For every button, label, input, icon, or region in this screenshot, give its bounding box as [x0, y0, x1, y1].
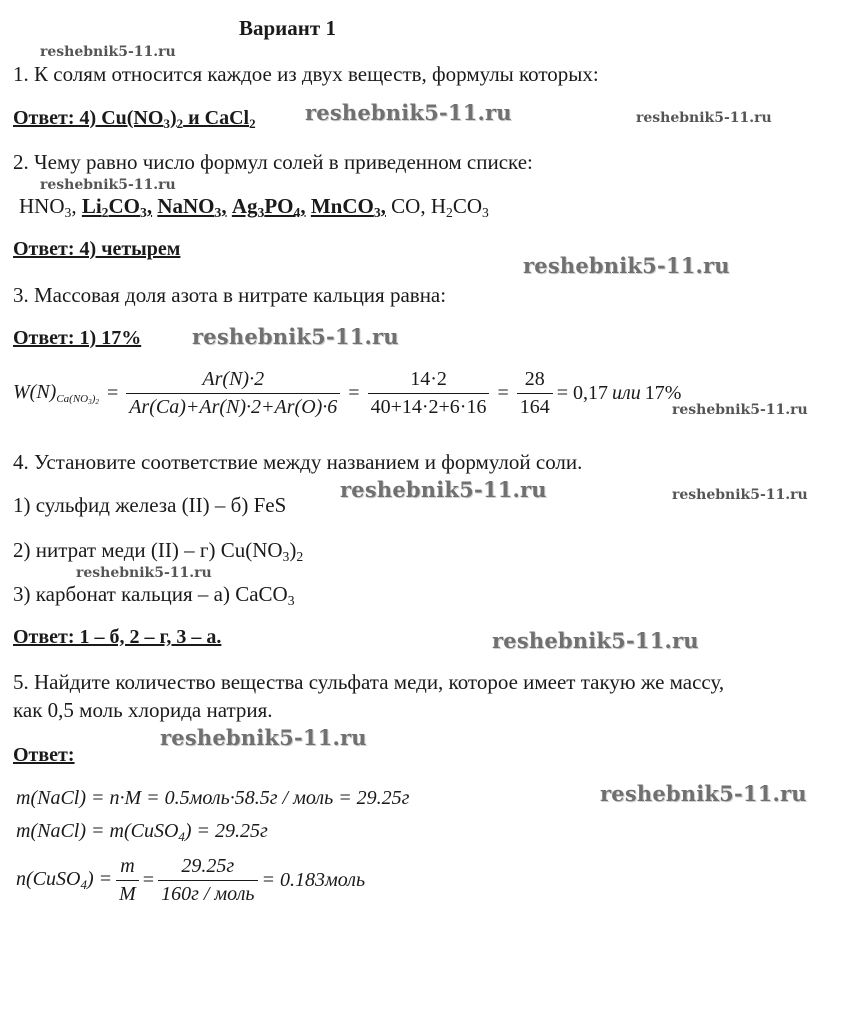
answer-2: Ответ: 4) четырем: [13, 238, 181, 260]
formula-sub: 3: [214, 205, 222, 221]
salt-formula: [157, 194, 227, 221]
salt-formula: [310, 194, 386, 221]
watermark: reshebnik5-11.ru: [192, 324, 399, 349]
formula-sub: 2: [101, 205, 109, 221]
watermark: reshebnik5-11.ru: [672, 402, 808, 418]
formula: CO: [452, 194, 483, 218]
formula: CO,: [391, 194, 426, 218]
answer-4: Ответ: 1 – б, 2 – г, 3 – а.: [13, 626, 222, 648]
watermark: reshebnik5-11.ru: [305, 100, 512, 125]
denominator: 160г / моль: [158, 880, 257, 906]
numerator: 28: [524, 368, 545, 390]
answer-1-part: и CaCl: [183, 107, 250, 129]
formula: NaNO: [157, 194, 215, 218]
watermark: reshebnik5-11.ru: [340, 477, 547, 502]
denominator: 164: [517, 393, 553, 419]
question-2: 2. Чему равно число формул солей в приведенном списке:: [13, 150, 533, 174]
question-4: 4. Установите соответствие между названием и формулой соли.: [13, 450, 583, 474]
lhs-sub: ): [91, 392, 96, 405]
denominator: Ar(Ca)+Ar(N)·2+Ar(O)·6: [126, 393, 340, 419]
equation-3: [16, 855, 365, 906]
watermark: reshebnik5-11.ru: [600, 781, 807, 806]
separator: ,: [146, 194, 153, 218]
watermark: reshebnik5-11.ru: [523, 253, 730, 278]
answer-1-part: Ответ: 4) Cu(NO: [13, 107, 164, 129]
separator: ,: [71, 194, 77, 218]
equation-2: [16, 820, 268, 845]
match-item-2: [13, 538, 303, 565]
answer-1: [13, 107, 256, 132]
denominator: 40+14·2+6·16: [368, 393, 490, 419]
formula-sub: 3: [64, 205, 72, 221]
formula-list: [19, 194, 489, 221]
match-item-text: ): [289, 538, 297, 562]
answer-5: Ответ:: [13, 744, 75, 766]
separator: ,: [300, 194, 306, 218]
answer-1-part: ): [169, 107, 177, 129]
formula-sub: 3: [140, 205, 147, 221]
equals: =: [497, 382, 509, 404]
formula-sub: 2: [296, 549, 304, 565]
equation-1: m(NaCl) = n·M = 0.5моль·58.5г / моль = 29.25г: [16, 787, 410, 809]
watermark: reshebnik5-11.ru: [40, 44, 176, 60]
separator: ,: [221, 194, 227, 218]
equation-part: m(NaCl) = m(CuSO: [16, 820, 179, 842]
answer-1-sub: 3: [163, 115, 170, 131]
match-item-1: 1) сульфид железа (II) – б) FeS: [13, 493, 287, 517]
separator: ,: [380, 194, 386, 218]
watermark: reshebnik5-11.ru: [492, 628, 699, 653]
watermark: reshebnik5-11.ru: [76, 565, 212, 581]
formula: Ag: [231, 194, 258, 218]
formula-sub: 4: [178, 828, 185, 844]
watermark: reshebnik5-11.ru: [636, 110, 772, 126]
formula-sub: 3: [287, 593, 295, 609]
formula: Li: [81, 194, 102, 218]
formula-sub: 3: [373, 205, 381, 221]
answer-1-sub: 2: [176, 115, 184, 131]
result: = 0,17: [556, 382, 609, 404]
formula: H: [430, 194, 447, 218]
formula: HNO: [19, 194, 65, 218]
lhs-symbol: W(N): [13, 381, 57, 404]
formula: [430, 194, 489, 221]
fraction: [517, 368, 553, 419]
numerator: 14·2: [410, 368, 447, 390]
fraction: [116, 855, 139, 906]
lhs-sub: 2: [95, 397, 99, 406]
equals: =: [142, 869, 155, 891]
match-item-3: [13, 582, 295, 609]
watermark: reshebnik5-11.ru: [672, 487, 808, 503]
equation-part: n(CuSO: [16, 868, 81, 891]
numerator: 29.25г: [181, 855, 235, 877]
question-3: 3. Массовая доля азота в нитрате кальция равна:: [13, 283, 447, 307]
answer-1-sub: 2: [249, 115, 256, 131]
numerator: Ar(N)·2: [202, 368, 265, 390]
formula: PO: [264, 194, 294, 218]
result: = 0.183моль: [261, 869, 366, 891]
denominator: M: [116, 880, 139, 906]
numerator: m: [120, 855, 135, 877]
salt-formula: [81, 194, 153, 221]
lhs-sub: Ca(NO: [56, 392, 89, 405]
formula-sub: 3: [282, 549, 290, 565]
formula: CO: [108, 194, 140, 218]
lhs-sub: 3: [88, 397, 92, 406]
formula-mass-fraction: [13, 368, 681, 419]
watermark: reshebnik5-11.ru: [160, 725, 367, 750]
formula-sub: 3: [257, 205, 265, 221]
equation-part: [16, 868, 112, 893]
formula-sub: 2: [446, 205, 453, 221]
question-5-line-1: 5. Найдите количество вещества сульфата меди, которое имеет такую же массу,: [13, 670, 725, 694]
equals: =: [348, 382, 360, 404]
lhs: [13, 381, 99, 405]
answer-3: Ответ: 1) 17%: [13, 327, 142, 349]
fraction: [368, 368, 490, 419]
result-percent: 17%: [644, 382, 682, 404]
equals: =: [106, 382, 119, 404]
equation-part: ) = 29.25г: [184, 820, 268, 842]
question-1: 1. К солям относится каждое из двух веществ, формулы которых:: [13, 62, 599, 86]
formula-sub: 4: [80, 876, 87, 892]
watermark: reshebnik5-11.ru: [40, 177, 176, 193]
match-item-text: 3) карбонат кальция – а) CaCO: [13, 582, 288, 606]
page-title: Вариант 1: [239, 16, 336, 40]
salt-formula: [231, 194, 306, 221]
or-word: или: [612, 382, 641, 404]
question-5-line-2: как 0,5 моль хлорида натрия.: [13, 698, 273, 722]
formula: MnCO: [310, 194, 374, 218]
equation-part: ) =: [86, 868, 113, 891]
formula-sub: 4: [293, 205, 301, 221]
formula-sub: 3: [482, 205, 489, 221]
match-item-text: 2) нитрат меди (II) – г) Cu(NO: [13, 538, 283, 562]
fraction: [126, 368, 340, 419]
fraction: [158, 855, 257, 906]
